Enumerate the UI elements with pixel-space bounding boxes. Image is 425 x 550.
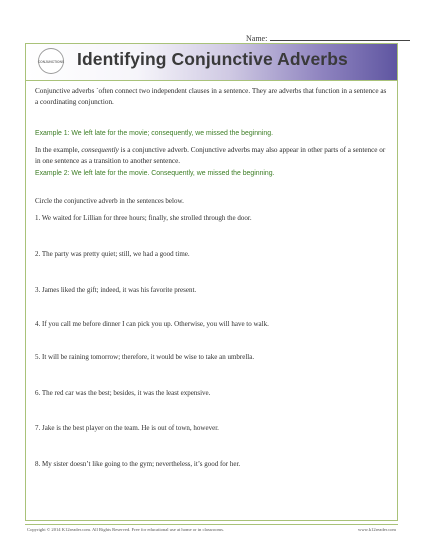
conjunctions-logo [35, 47, 67, 75]
title-divider [26, 80, 397, 81]
footer-divider [25, 524, 398, 525]
intro-paragraph-2 [35, 145, 387, 166]
paragraph-2-suffix: is a conjunctive adverb. Conjunctive adverbs may also appear in other parts of a sentence or in one sentence as a transition to another sentence. [35, 146, 386, 165]
footer-website: www.k12reader.com [358, 527, 396, 532]
footer-copyright: Copyright © 2014 K12reader.com. All Rights Reserved. Free for educational use at home or in classrooms. [27, 527, 225, 532]
paragraph-2-prefix: In the example, [35, 146, 82, 154]
logo-text: CONJUNCTIONS [37, 60, 65, 64]
name-blank-line [270, 33, 410, 41]
question-1: 1. We waited for Lillian for three hours; finally, she strolled through the door. [35, 214, 252, 222]
intro-paragraph-1: Conjunctive adverbs ´often connect two independent clauses in a sentence. They are adverbs that function in a sentence as a coordinating conjunction. [35, 87, 387, 106]
question-5: 5. It will be raining tomorrow; therefore, it would be wise to take an umbrella. [35, 353, 255, 361]
question-2: 2. The party was pretty quiet; still, we had a good time. [35, 250, 190, 258]
question-4: 4. If you call me before dinner I can pick you up. Otherwise, you will have to walk. [35, 320, 269, 328]
question-8: 8. My sister doesn’t like going to the gym; nevertheless, it’s good for her. [35, 460, 241, 468]
page-title: Identifying Conjunctive Adverbs [77, 49, 348, 69]
paragraph-2-italic: consequently [81, 146, 119, 154]
worksheet-frame [25, 43, 398, 521]
name-field [246, 33, 410, 43]
question-7: 7. Jake is the best player on the team. He is out of town, however. [35, 424, 219, 432]
question-6: 6. The red car was the best; besides, it was the least expensive. [35, 389, 211, 397]
example-2: Example 2: We left late for the movie. Consequently, we missed the beginning. [35, 170, 275, 177]
example-1: Example 1: We left late for the movie; consequently, we missed the beginning. [35, 130, 273, 137]
question-3: 3. James liked the gift; indeed, it was his favorite present. [35, 286, 197, 294]
instructions: Circle the conjunctive adverb in the sentences below. [35, 197, 184, 205]
name-label: Name: [246, 34, 268, 43]
